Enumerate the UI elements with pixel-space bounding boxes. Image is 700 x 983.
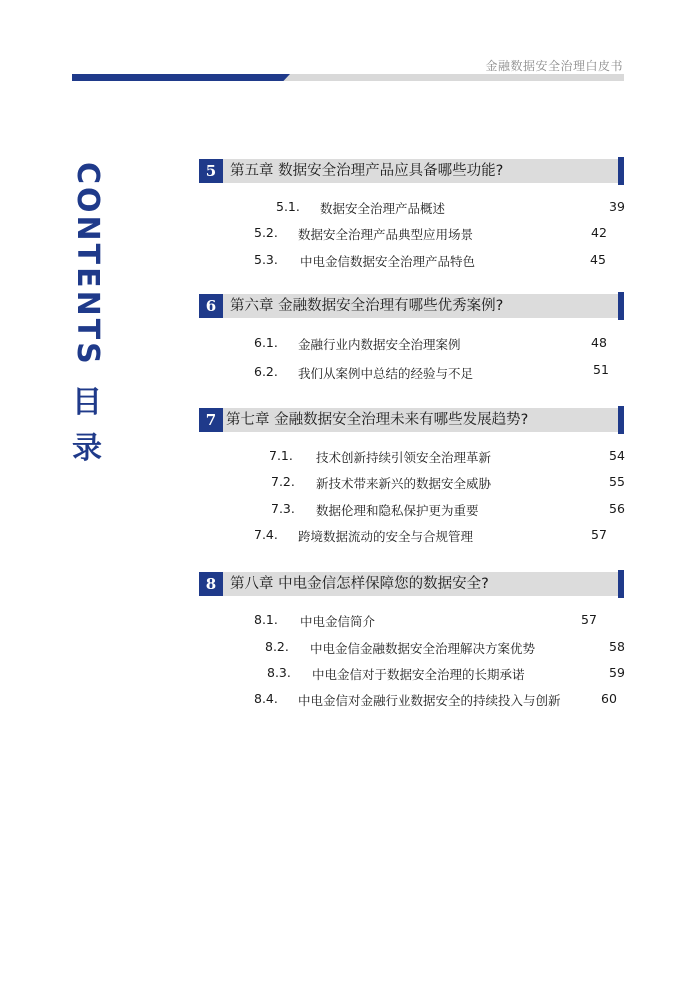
chapter-title: 第六章 金融数据安全治理有哪些优秀案例?: [230, 298, 504, 314]
chapter-number-badge: 8: [199, 572, 223, 596]
toc-entry-page: 57: [581, 612, 597, 627]
chapter-end-bar: [618, 157, 624, 185]
chapter-7-heading[interactable]: [199, 408, 624, 432]
chapter-6-heading[interactable]: [199, 294, 624, 318]
toc-entry-number: 8.3.: [267, 665, 291, 680]
chapter-title: 第五章 数据安全治理产品应具备哪些功能?: [230, 163, 504, 179]
toc-entry-title[interactable]: 中电金信对金融行业数据安全的持续投入与创新: [298, 693, 561, 708]
toc-entry-number: 5.1.: [276, 199, 300, 214]
chapter-end-bar: [618, 570, 624, 598]
chapter-title: 第七章 金融数据安全治理未来有哪些发展趋势?: [226, 412, 529, 428]
toc-entry-number: 5.2.: [254, 225, 278, 240]
toc-entry-page: 51: [593, 362, 609, 377]
mulu-char-1: 目: [72, 385, 102, 420]
toc-entry-title[interactable]: 跨境数据流动的安全与合规管理: [298, 529, 474, 544]
chapter-number-badge: 6: [199, 294, 223, 318]
toc-entry-page: 58: [609, 639, 625, 654]
toc-entry-number: 7.2.: [271, 474, 295, 489]
chapter-end-bar: [618, 406, 624, 434]
toc-entry-number: 7.1.: [269, 448, 293, 463]
mulu-label: [70, 380, 104, 472]
toc-entry-number: 8.1.: [254, 612, 278, 627]
toc-entry-title[interactable]: 数据安全治理产品概述: [320, 201, 446, 216]
document-title: 金融数据安全治理白皮书: [485, 59, 623, 73]
toc-entry-title[interactable]: 新技术带来新兴的数据安全威胁: [316, 476, 492, 491]
toc-entry-page: 57: [591, 527, 607, 542]
mulu-char-2: 录: [72, 431, 102, 466]
toc-entry-number: 6.1.: [254, 335, 278, 350]
toc-entry-title[interactable]: 数据伦理和隐私保护更为重要: [316, 503, 479, 518]
toc-entry-number: 7.3.: [271, 501, 295, 516]
toc-entry-number: 8.2.: [265, 639, 289, 654]
toc-entry-page: 42: [591, 225, 607, 240]
toc-entry-page: 60: [601, 691, 617, 706]
toc-entry-page: 55: [609, 474, 625, 489]
toc-entry-number: 7.4.: [254, 527, 278, 542]
toc-entry-page: 59: [609, 665, 625, 680]
toc-entry-title[interactable]: 我们从案例中总结的经验与不足: [298, 366, 474, 381]
toc-entry-title[interactable]: 中电金信简介: [300, 614, 376, 629]
chapter-number-badge: 5: [199, 159, 223, 183]
toc-entry-number: 6.2.: [254, 364, 278, 379]
toc-entry-number: 5.3.: [254, 252, 278, 267]
contents-label: CONTENTS: [70, 162, 105, 367]
toc-entry-page: 39: [609, 199, 625, 214]
toc-entry-title[interactable]: 技术创新持续引领安全治理革新: [316, 450, 492, 465]
toc-entry-page: 48: [591, 335, 607, 350]
toc-entry-page: 54: [609, 448, 625, 463]
chapter-end-bar: [618, 292, 624, 320]
toc-entry-title[interactable]: 数据安全治理产品典型应用场景: [298, 227, 474, 242]
toc-entry-page: 56: [609, 501, 625, 516]
toc-entry-title[interactable]: 中电金信对于数据安全治理的长期承诺: [312, 667, 525, 682]
toc-entry-title[interactable]: 金融行业内数据安全治理案例: [298, 337, 461, 352]
toc-entry-title[interactable]: 中电金信数据安全治理产品特色: [300, 254, 476, 269]
header-rule-blue: [72, 74, 290, 81]
chapter-8-heading[interactable]: [199, 572, 624, 596]
chapter-title: 第八章 中电金信怎样保障您的数据安全?: [230, 576, 489, 592]
toc-entry-number: 8.4.: [254, 691, 278, 706]
toc-entry-title[interactable]: 中电金信金融数据安全治理解决方案优势: [310, 641, 536, 656]
chapter-5-heading[interactable]: [199, 159, 624, 183]
toc-entry-page: 45: [590, 252, 606, 267]
chapter-number-badge: 7: [199, 408, 223, 432]
